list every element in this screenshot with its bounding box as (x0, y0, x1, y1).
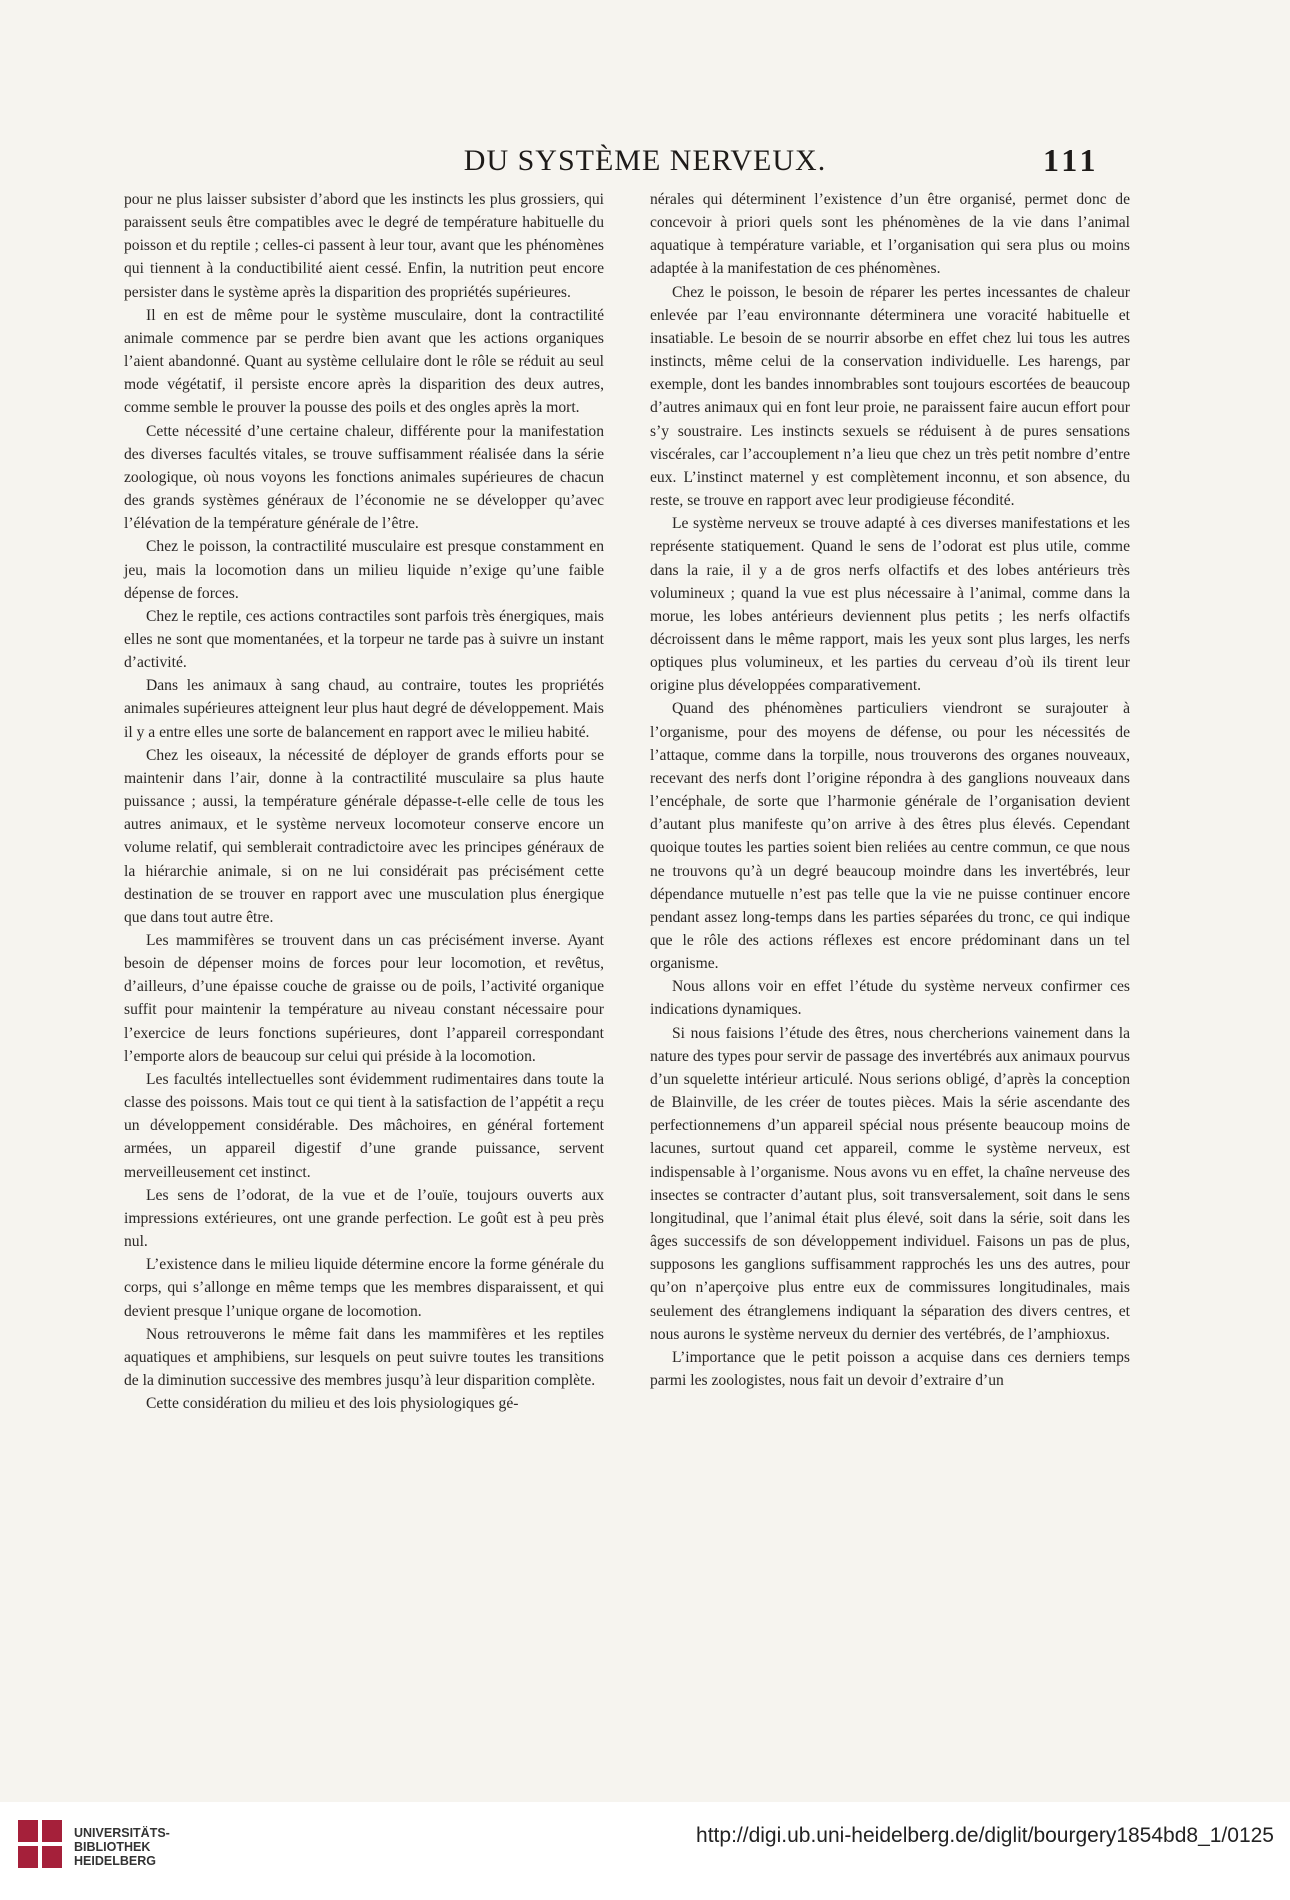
paragraph: Nous retrouverons le même fait dans les mammifères et les reptiles aquatiques et amphibiens, sur lesquels on peut suivre toutes les transitions de la diminution successive des membres jusqu’à leur disparition complète. (124, 1325, 604, 1389)
permalink-url[interactable]: http://digi.ub.uni-heidelberg.de/diglit/bourgery1854bd8_1/0125 (696, 1824, 1274, 1847)
university-seal-icon (16, 1818, 66, 1874)
paragraph: L’existence dans le milieu liquide détermine encore la forme générale du corps, qui s’allonge en même temps que les membres disparaissent, et qui devient presque l’unique organe de locomotion. (124, 1256, 604, 1320)
paragraph: Chez les oiseaux, la nécessité de déployer de grands efforts pour se maintenir dans l’air, donne à la contractilité musculaire sa plus haute puissance ; aussi, la température générale dépasse-t-elle celle de tous les autres animaux, et le système nerveux locomoteur conserve encore un volume relatif, qui semblerait contradictoire avec les principes généraux de la hiérarchie animale, si on ne lui considérait pas précisément cette destination de se trouver en rapport avec une musculation plus énergique que dans tout autre être. (124, 746, 604, 926)
paragraph: Les sens de l’odorat, de la vue et de l’ouïe, toujours ouverts aux impressions extérieures, ont une grande perfection. Le goût est à peu près nul. (124, 1186, 604, 1251)
paragraph: Cette considération du milieu et des lois physiologiques gé- (146, 1395, 519, 1413)
left-column (124, 188, 604, 1415)
library-footer (0, 1802, 1290, 1900)
right-column (650, 188, 1130, 1392)
paragraph: Dans les animaux à sang chaud, au contraire, toutes les propriétés animales supérieures atteignent leur plus haut degré de développement. Mais il y a entre elles une sorte de balancement en rapport avec le milieu habité. (124, 677, 604, 741)
institution-line: HEIDELBERG (74, 1854, 156, 1868)
paragraph: Chez le poisson, le besoin de réparer les pertes incessantes de chaleur enlevée par l’eau environnante déterminera une voracité habituelle et insatiable. Le besoin de se nourrir absorbe en effet chez lui tous les autres instincts, même celui de la conservation individuelle. Les harengs, par exemple, dont les bandes innombrables sont toujours escortées de beaucoup d’autres animaux qui en font leur proie, ne paraissent faire aucun effort pour s’y soustraire. Les instincts sexuels se réduisent à de pures sensations viscérales, car l’accouplement n’a lieu que chez un très petit nombre d’entre eux. L’instinct maternel y est complètement inconnu, et son absence, du reste, se trouve en rapport avec leur prodigieuse fécondité. (650, 283, 1130, 510)
paragraph: nérales qui déterminent l’existence d’un être organisé, permet donc de concevoir à priori quels sont les phénomènes de la vie dans l’animal aquatique à température variable, et l’organisation qui sera plus ou moins adaptée à la manifestation de ces phénomènes. (650, 191, 1130, 278)
institution-name (74, 1826, 170, 1868)
paragraph: Les mammifères se trouvent dans un cas précisément inverse. Ayant besoin de dépenser moins de forces pour leur locomotion, et revêtus, d’ailleurs, d’une épaisse couche de graisse ou de poils, l’activité organique suffit pour maintenir la température au niveau constant nécessaire pour l’exercice de leurs fonctions supérieures, dont l’appareil correspondant l’emporte alors de beaucoup sur celui qui préside à la locomotion. (124, 932, 604, 1065)
paragraph: pour ne plus laisser subsister d’abord que les instincts les plus grossiers, qui paraissent seuls être compatibles avec le degré de température habituelle du poisson et du reptile ; celles-ci passent à leur tour, avant que les phénomènes qui tiennent à la conductibilité aient cessé. Enfin, la nutrition peut encore persister dans le système après la disparition des propriétés supérieures. (124, 191, 604, 301)
paragraph: Nous allons voir en effet l’étude du système nerveux confirmer ces indications dynamiques. (650, 978, 1130, 1019)
paragraph: Chez le poisson, la contractilité musculaire est presque constamment en jeu, mais la locomotion dans un milieu liquide n’exige qu’une faible dépense de forces. (124, 538, 604, 602)
paragraph: Les facultés intellectuelles sont évidemment rudimentaires dans toute la classe des poissons. Mais tout ce qui tient à la satisfaction de l’appétit a reçu un développement considérable. Des mâchoires, en général fortement armées, un appareil digestif d’une grande puissance, servent merveilleusement cet instinct. (124, 1070, 604, 1181)
paragraph: Quand des phénomènes particuliers viendront se surajouter à l’organisme, pour des moyens de défense, ou pour les nécessités de l’attaque, comme dans la torpille, nous trouverons des organes nouveaux, recevant des nerfs dont l’origine répondra à des ganglions nouveaux dans l’encéphale, de sorte que l’harmonie générale de l’organisation devient d’autant plus manifeste qu’on arrive à des êtres plus élevés. Cependant quoique toutes les parties soient bien reliées au centre commun, ce que nous ne trouvons qu’à un degré beaucoup moindre dans les invertébrés, leur dépendance mutuelle n’est pas telle que la vie ne puisse continuer encore pendant assez long-temps dans les parties séparées du tronc, ce qui indique que le rôle des actions réflexes est encore prédominant dans un tel organisme. (650, 700, 1130, 973)
paragraph: Il en est de même pour le système musculaire, dont la contractilité animale commence par se perdre bien avant que les actions organiques l’aient abandonné. Quant au système cellulaire dont le rôle se réduit au seul mode végétatif, il persiste encore après la disparition des deux autres, comme semble le prouver la pousse des poils et des ongles après la mort. (124, 306, 604, 417)
paragraph: Le système nerveux se trouve adapté à ces diverses manifestations et les représente statiquement. Quand le sens de l’odorat est plus utile, comme dans la raie, il y a de gros nerfs olfactifs et des lobes antérieurs très volumineux ; quand la vue est plus nécessaire à l’animal, comme dans la morue, les lobes antérieurs deviennent plus petits ; les nerfs olfactifs décroissent dans le même rapport, mais les yeux sont plus larges, les nerfs optiques plus volumineux, et les parties du cerveau d’où ils tirent leur origine plus développées comparativement. (650, 515, 1130, 695)
running-head (0, 140, 1290, 180)
paragraph: Chez le reptile, ces actions contractiles sont parfois très énergiques, mais elles ne sont que momentanées, et la torpeur ne tarde pas à suivre un instant d’activité. (124, 607, 604, 672)
institution-line: UNIVERSITÄTS- (74, 1826, 170, 1840)
paragraph: L’importance que le petit poisson a acquise dans ces derniers temps parmi les zoologistes, nous fait un devoir d’extraire d’un (650, 1348, 1130, 1389)
page-title: DU SYSTÈME NERVEUX. (463, 144, 827, 177)
institution-line: BIBLIOTHEK (74, 1840, 151, 1854)
paragraph: Cette nécessité d’une certaine chaleur, différente pour la manifestation des diverses facultés vitales, se trouve suffisamment réalisée dans la série zoologique, où nous voyons les fonctions animales supérieures de chacun des grands systèmes généraux de l’économie ne se développer qu’avec l’élévation de la température générale de l’être. (124, 422, 604, 533)
paragraph: Si nous faisions l’étude des êtres, nous chercherions vainement dans la nature des types pour servir de passage des invertébrés aux animaux pourvus d’un squelette intérieur articulé. Nous serions obligé, d’après la conception de Blainville, de les créer de toutes pièces. Mais la série ascendante des perfectionnemens d’un appareil spécial nous présente beaucoup moins de lacunes, surtout quand cet appareil, comme le système nerveux, est indispensable à l’organisme. Nous avons vu en effet, la chaîne nerveuse des insectes se contracter d’autant plus, soit transversalement, soit dans le sens longitudinal, que l’animal était plus élevé, soit dans la série, soit dans les âges successifs de son développement individuel. Faisons un pas de plus, supposons les ganglions suffisamment rapprochés les uns des autres, pour qu’on n’aperçoive plus entre eux de commissures longitudinales, mais seulement des étranglemens indiquant la séparation des divers centres, et nous aurons le système nerveux du dernier des vertébrés, de l’amphioxus. (650, 1024, 1130, 1343)
page-number: 111 (1043, 142, 1100, 178)
